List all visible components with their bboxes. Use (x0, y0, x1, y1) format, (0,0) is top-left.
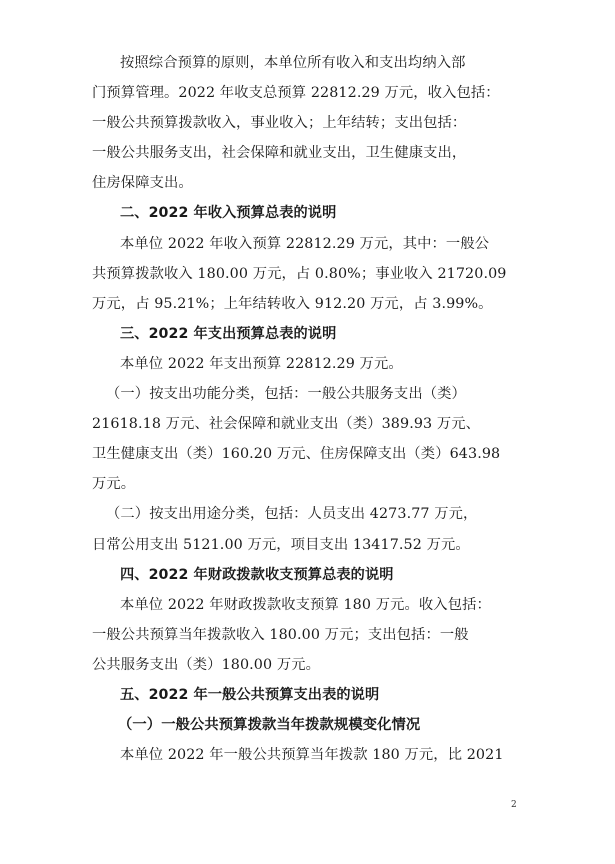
paragraph-line: 一般公共预算拨款收入，事业收入；上年结转；支出包括： (92, 115, 467, 132)
section-heading: 三、2022 年支出预算总表的说明 (120, 325, 337, 342)
paragraph-line: 共预算拨款收入 180.00 万元，占 0.80%；事业收入 21720.09 (92, 265, 507, 282)
paragraph-line: 万元。 (92, 476, 136, 493)
paragraph-line: 本单位 2022 年支出预算 22812.29 万元。 (120, 355, 403, 372)
paragraph-line: 一般公共服务支出，社会保障和就业支出，卫生健康支出， (92, 145, 467, 162)
section-heading: 二、2022 年收入预算总表的说明 (120, 205, 337, 222)
paragraph-line: 门预算管理。2022 年收支总预算 22812.29 万元，收入包括： (92, 85, 500, 102)
paragraph-line: 卫生健康支出（类）160.20 万元、住房保障支出（类）643.98 (92, 446, 501, 463)
document-body (92, 48, 524, 770)
page-number: 2 (511, 800, 517, 810)
paragraph-line: 按照综合预算的原则，本单位所有收入和支出均纳入部 (120, 55, 466, 71)
paragraph-line: （二）按支出用途分类，包括：人员支出 4273.77 万元， (106, 506, 478, 523)
subsection-heading: （一）一般公共预算拨款当年拨款规模变化情况 (118, 717, 421, 734)
paragraph-line: （一）按支出功能分类，包括：一般公共服务支出（类） (106, 386, 466, 403)
section-heading: 五、2022 年一般公共预算支出表的说明 (120, 686, 380, 703)
paragraph-line: 公共服务支出（类）180.00 万元。 (92, 656, 321, 673)
section-heading: 四、2022 年财政拨款收支预算总表的说明 (120, 566, 394, 583)
paragraph-line: 本单位 2022 年收入预算 22812.29 万元，其中：一般公 (120, 235, 490, 252)
paragraph-line: 日常公用支出 5121.00 万元，项目支出 13417.52 万元。 (92, 536, 470, 553)
paragraph-line: 本单位 2022 年财政拨款收支预算 180 万元。收入包括： (120, 596, 491, 613)
paragraph-line: 21618.18 万元、社会保障和就业支出（类）389.93 万元、 (92, 416, 481, 433)
paragraph-line: 本单位 2022 年一般公共预算当年拨款 180 万元，比 2021 (120, 747, 504, 764)
paragraph-line: 一般公共预算当年拨款收入 180.00 万元；支出包括：一般 (92, 626, 469, 643)
paragraph-line: 住房保障支出。 (92, 175, 193, 192)
paragraph-line: 万元，占 95.21%；上年结转收入 912.20 万元，占 3.99%。 (92, 295, 493, 312)
